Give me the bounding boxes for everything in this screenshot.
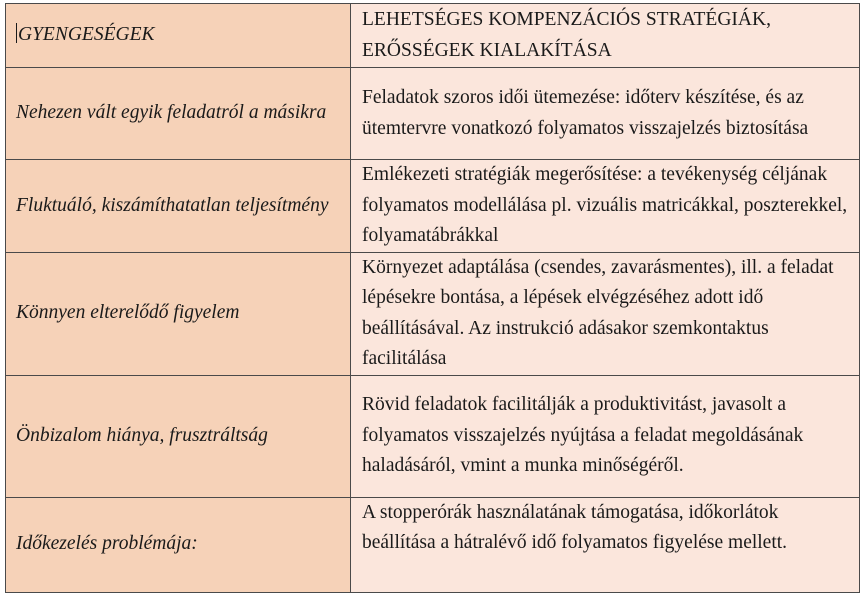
strategy-cell: Rövid feladatok facilitálják a produktivitást, javasolt a folyamatos visszajelzés nyújtása a feladat megoldásának haladásáról, vmint a munka minőségéről. xyxy=(351,375,860,497)
header-strategies-line1: LEHETSÉGES KOMPENZÁCIÓS STRATÉGIÁK, xyxy=(362,9,771,30)
table-row xyxy=(6,160,860,253)
weakness-cell: Fluktuáló, kiszámíthatatlan teljesítmény xyxy=(6,160,351,253)
weakness-cell: Könnyen elterelődő figyelem xyxy=(6,252,351,375)
header-strategies-cell xyxy=(351,4,860,68)
weakness-cell: Időkezelés problémája: xyxy=(6,497,351,592)
strategy-cell: A stopperórák használatának támogatása, időkorlátok beállítása a hátralévő idő folyamatos figyelése mellett. xyxy=(351,497,860,592)
weakness-cell: Önbizalom hiánya, frusztráltság xyxy=(6,375,351,497)
table-header-row xyxy=(6,4,860,68)
strategy-cell: Környezet adaptálása (csendes, zavarásmentes), ill. a feladat lépésekre bontása, a lépések elvégzéséhez adott idő beállításával. Az instrukció adásakor szemkontaktus facilitálása xyxy=(351,252,860,375)
strategy-table xyxy=(5,3,860,593)
strategy-cell: Emlékezeti stratégiák megerősítése: a tevékenység céljának folyamatos modellálása pl. vizuális matricákkal, poszterekkel, folyamatábrákkal xyxy=(351,160,860,253)
table-row xyxy=(6,68,860,160)
weakness-cell: Nehezen vált egyik feladatról a másikra xyxy=(6,68,351,160)
table-row xyxy=(6,375,860,497)
header-strategies-line2: ERŐSSÉGEK KIALAKÍTÁSA xyxy=(362,39,612,61)
table-row xyxy=(6,497,860,592)
text-cursor xyxy=(16,23,17,43)
header-weaknesses-cell xyxy=(6,4,351,68)
strategy-cell: Feladatok szoros idői ütemezése: időterv készítése, és az ütemtervre vonatkozó folyamatos visszajelzés biztosítása xyxy=(351,68,860,160)
header-weaknesses: GYENGESÉGEK xyxy=(18,24,155,46)
table-row xyxy=(6,252,860,375)
